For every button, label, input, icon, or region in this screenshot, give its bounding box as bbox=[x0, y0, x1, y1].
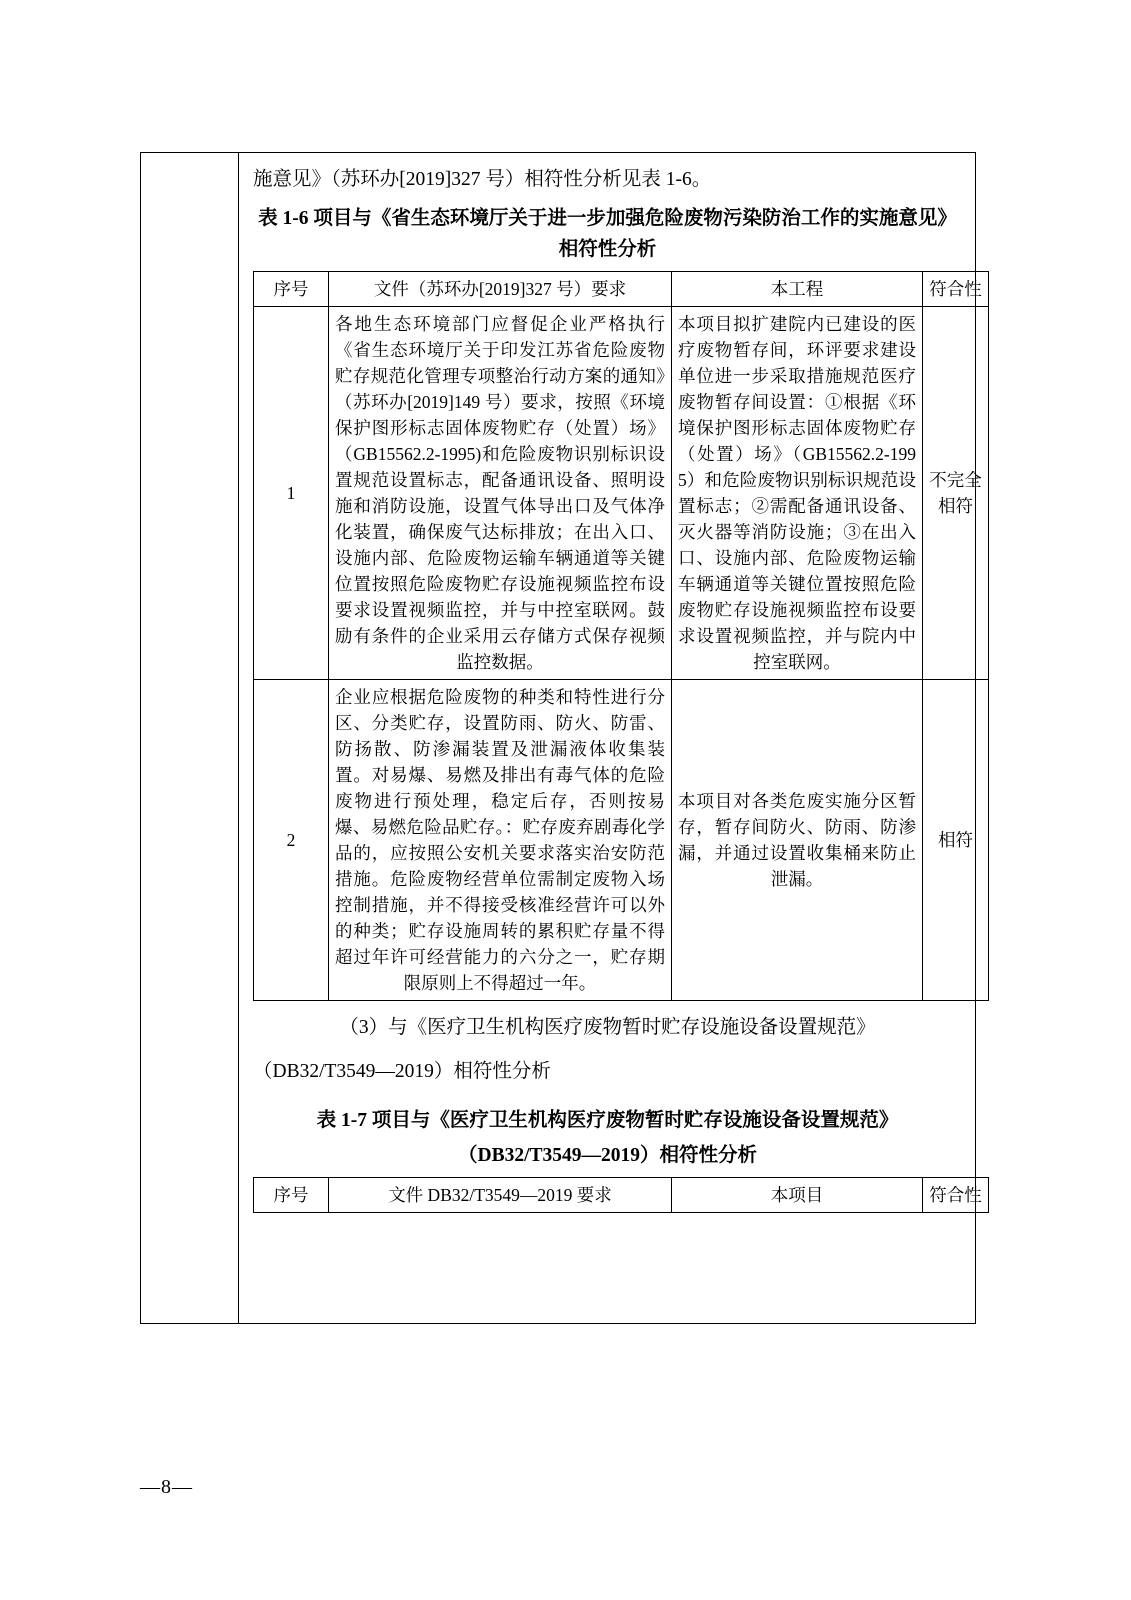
table-1-7-title-line2: （DB32/T3549—2019）相符性分析 bbox=[457, 1145, 757, 1166]
section-3-heading-line2: （DB32/T3549—2019）相符性分析 bbox=[253, 1061, 551, 1082]
page-number: —8— bbox=[140, 1476, 193, 1498]
table-1-6-header-num: 序号 bbox=[254, 272, 329, 307]
row-1-project: 本项目拟扩建院内已建设的医疗废物暂存间，环评要求建设单位进一步采取措施规范医疗废物暂存间设置：①根据《环境保护图形标志固体废物贮存（处置）场》（GB15562.2-1995）和危险废物识别标识规范设置标志；②需配备通讯设备、灭火器等消防设施；③在出入口、设施内部、危险废物运输车辆通道等关键位置按照危险废物贮存设施视频监控布设要求设置视频监控，并与院内中控室联网。 bbox=[672, 307, 923, 680]
row-2-compliance: 相符 bbox=[923, 680, 989, 1001]
row-1-num: 1 bbox=[254, 307, 329, 680]
table-1-7-header-requirement: 文件 DB32/T3549—2019 要求 bbox=[329, 1178, 672, 1213]
table-1-6 bbox=[253, 271, 989, 1001]
table-1-6-header-compliance: 符合性 bbox=[923, 272, 989, 307]
row-2-requirement: 企业应根据危险废物的种类和特性进行分区、分类贮存，设置防雨、防火、防雷、防扬散、防渗漏装置及泄漏液体收集装置。对易爆、易燃及排出有毒气体的危险废物进行预处理，稳定后存，否则按易爆、易燃危险品贮存。：贮存废弃剧毒化学品的，应按照公安机关要求落实治安防范措施。危险废物经营单位需制定废物入场控制措施，并不得接受核准经营许可以外的种类；贮存设施周转的累积贮存量不得超过年许可经营能力的六分之一，贮存期限原则上不得超过一年。 bbox=[329, 680, 672, 1001]
table-header-row bbox=[254, 1178, 989, 1213]
table-1-7-title-line1: 表 1-7 项目与《医疗卫生机构医疗废物暂时贮存设施设备设置规范》 bbox=[316, 1110, 899, 1131]
table-row bbox=[254, 680, 989, 1001]
row-1-compliance: 不完全相符 bbox=[923, 307, 989, 680]
page-content bbox=[239, 153, 982, 1323]
table-row bbox=[254, 307, 989, 680]
table-1-6-header-project: 本工程 bbox=[672, 272, 923, 307]
table-1-6-title: 表 1-6 项目与《省生态环境厅关于进一步加强危险废物污染防治工作的实施意见》相符性分析 bbox=[258, 208, 957, 260]
table-1-7-header-num: 序号 bbox=[254, 1178, 329, 1213]
section-3-heading-line1: （3）与《医疗卫生机构医疗废物暂时贮存设施设备设置规范》 bbox=[339, 1017, 876, 1038]
table-1-7 bbox=[253, 1177, 989, 1213]
table-header-row bbox=[254, 272, 989, 307]
row-2-num: 2 bbox=[254, 680, 329, 1001]
row-2-project: 本项目对各类危废实施分区暂存，暂存间防火、防雨、防渗漏，并通过设置收集桶来防止泄漏。 bbox=[672, 680, 923, 1001]
row-1-requirement: 各地生态环境部门应督促企业严格执行《省生态环境厅关于印发江苏省危险废物贮存规范化管理专项整治行动方案的通知》（苏环办[2019]149 号）要求，按照《环境保护图形标志固体废物贮存（处置）场》（GB15562.2-1995)和危险废物识别标识设置规范设置标志，配备通讯设备、照明设施和消防设施，设置气体导出口及气体净化装置，确保废气达标排放；在出入口、设施内部、危险废物运输车辆通道等关键位置按照危险废物贮存设施视频监控布设要求设置视频监控，并与中控室联网。鼓励有条件的企业采用云存储方式保存视频监控数据。 bbox=[329, 307, 672, 680]
table-1-7-header-project: 本项目 bbox=[672, 1178, 923, 1213]
page-frame bbox=[140, 152, 982, 1324]
table-1-6-header-requirement: 文件（苏环办[2019]327 号）要求 bbox=[329, 272, 672, 307]
table-1-7-header-compliance: 符合性 bbox=[923, 1178, 989, 1213]
lead-paragraph: 施意见》（苏环办[2019]327 号）相符性分析见表 1-6。 bbox=[253, 169, 712, 190]
